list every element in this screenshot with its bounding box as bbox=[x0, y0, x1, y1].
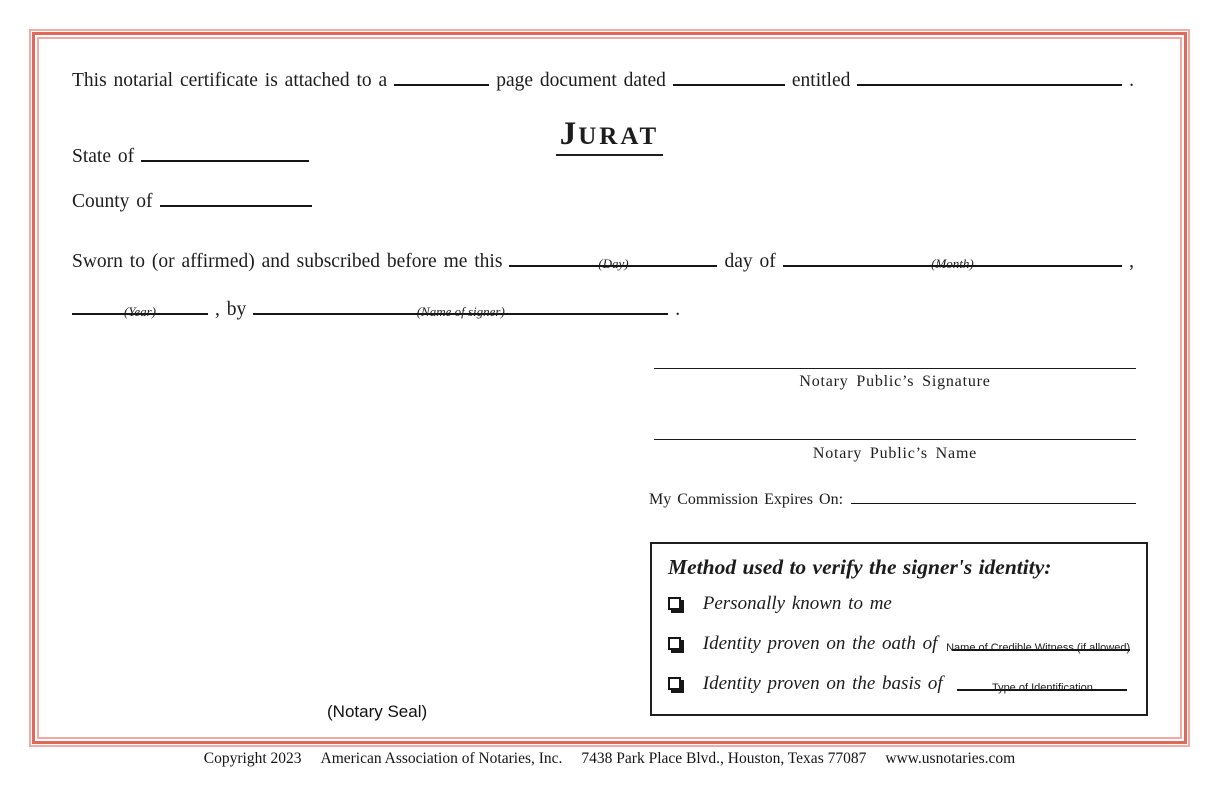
identification-label: Identity proven on the basis of bbox=[702, 673, 943, 694]
jurat-title bbox=[556, 116, 663, 156]
signer-name-blank[interactable] bbox=[253, 301, 668, 319]
commission-row bbox=[649, 490, 1136, 509]
day-of-text: day of bbox=[724, 251, 776, 272]
footer-copyright: Copyright 2023 bbox=[203, 750, 302, 767]
personally-known-checkbox[interactable] bbox=[668, 597, 681, 610]
sworn-line-2 bbox=[72, 299, 680, 321]
signer-caption: (Name of signer) bbox=[416, 304, 505, 319]
identification-blank[interactable] bbox=[957, 679, 1127, 694]
page-count-blank[interactable] bbox=[394, 72, 489, 86]
sworn-comma: , bbox=[1129, 251, 1134, 272]
oath-label: Identity proven on the oath of bbox=[702, 633, 938, 654]
credible-witness-caption: Name of Credible Witness (if allowed) bbox=[946, 642, 1131, 654]
notary-seal-label: (Notary Seal) bbox=[327, 702, 428, 721]
footer-address: 7438 Park Place Blvd., Houston, Texas 77087 bbox=[581, 750, 867, 767]
sworn-line-1 bbox=[72, 251, 1134, 273]
identification-caption: Type of Identification bbox=[991, 682, 1093, 694]
identity-method-box bbox=[650, 542, 1148, 716]
document-title-blank[interactable] bbox=[857, 72, 1122, 86]
identification-checkbox[interactable] bbox=[668, 677, 681, 690]
method-item-oath bbox=[668, 633, 1131, 655]
month-blank[interactable] bbox=[783, 253, 1122, 271]
notary-name-line[interactable] bbox=[654, 439, 1136, 440]
document-date-blank[interactable] bbox=[673, 72, 785, 86]
state-label: State of bbox=[72, 146, 135, 167]
year-caption: (Year) bbox=[123, 304, 157, 319]
method-box-title: Method used to verify the signer's identity: bbox=[668, 555, 1052, 579]
oath-checkbox[interactable] bbox=[668, 637, 681, 650]
notary-signature-label: Notary Public’s Signature bbox=[799, 373, 991, 390]
county-blank[interactable] bbox=[160, 193, 312, 207]
footer bbox=[0, 750, 1219, 768]
intro-line bbox=[72, 70, 1134, 92]
method-item-personally-known bbox=[668, 593, 1131, 615]
state-blank[interactable] bbox=[141, 148, 309, 162]
commission-label: My Commission Expires On: bbox=[649, 491, 844, 508]
year-blank[interactable] bbox=[72, 301, 208, 319]
footer-organization: American Association of Notaries, Inc. bbox=[320, 750, 563, 767]
credible-witness-blank[interactable] bbox=[946, 639, 1131, 654]
by-text: , by bbox=[215, 299, 247, 320]
month-caption: (Month) bbox=[931, 256, 974, 271]
intro-text-1: This notarial certificate is attached to a bbox=[72, 70, 388, 91]
notary-signature-line[interactable] bbox=[654, 368, 1136, 369]
county-row bbox=[72, 191, 319, 213]
day-blank[interactable] bbox=[509, 253, 717, 271]
state-row bbox=[72, 146, 316, 168]
method-item-identification bbox=[668, 673, 1131, 695]
intro-text-2: page document dated bbox=[496, 70, 666, 91]
intro-text-3: entitled bbox=[791, 70, 851, 91]
footer-website[interactable]: www.usnotaries.com bbox=[885, 750, 1016, 767]
notary-name-label: Notary Public’s Name bbox=[812, 445, 978, 462]
county-label: County of bbox=[72, 191, 153, 212]
jurat-title-initial: J bbox=[559, 116, 579, 152]
personally-known-label: Personally known to me bbox=[702, 593, 892, 614]
sworn-period: . bbox=[675, 299, 681, 320]
commission-date-blank[interactable] bbox=[851, 490, 1136, 504]
sworn-text: Sworn to (or affirmed) and subscribed before me this bbox=[72, 251, 503, 272]
intro-period: . bbox=[1129, 70, 1134, 91]
jurat-title-rest: URAT bbox=[578, 123, 660, 150]
day-caption: (Day) bbox=[598, 256, 629, 271]
